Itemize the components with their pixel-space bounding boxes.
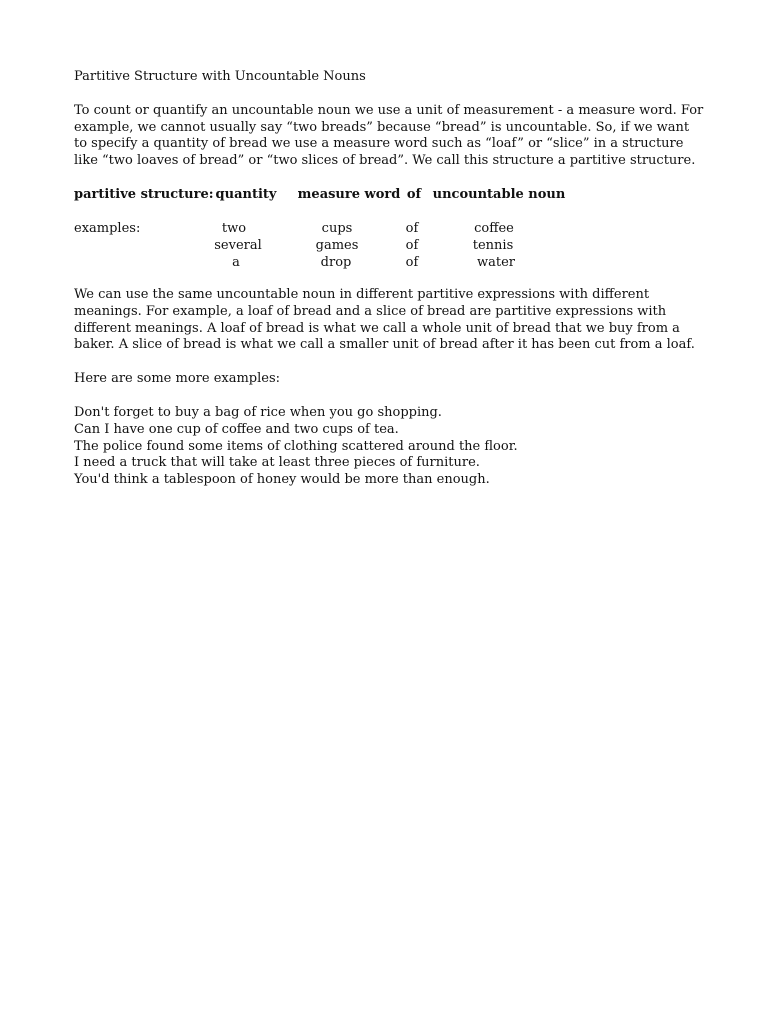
- row-of: of: [405, 237, 419, 253]
- examples-label: examples:: [74, 220, 141, 236]
- structure-label: partitive structure:: [74, 186, 214, 202]
- meanings-paragraph: We can use the same uncountable noun in different partitive expressions with different meanings. For example, a loaf of bread and a slice of bread are partitive expressions with different meanings. A loaf of bread is what we call a whole unit of bread that we buy from a baker. A slice of bread is what we call a smaller unit of bread after it has been cut from a loaf.: [74, 286, 695, 353]
- header-uncountable-noun: uncountable noun: [432, 186, 566, 202]
- list-item: I need a truck that will take at least three pieces of furniture.: [74, 455, 480, 471]
- row-noun: tennis: [472, 237, 514, 253]
- intro-paragraph: To count or quantify an uncountable noun we use a unit of measurement - a measure word. For example, we cannot usually say “two breads” because “bread” is uncountable. So, if we want to specify a quantity of bread we use a measure word such as “loaf” or “slice” in a structure like “two loaves of bread” or “two slices of bread”. We call this structure a partitive structure.: [74, 102, 704, 169]
- header-of: of: [406, 186, 422, 202]
- more-examples-list: [74, 405, 704, 489]
- row-noun: water: [476, 254, 516, 270]
- row-of: of: [405, 220, 419, 236]
- row-measure-word: games: [315, 237, 359, 253]
- list-item: Can I have one cup of coffee and two cups of tea.: [74, 421, 399, 437]
- header-quantity: quantity: [215, 186, 277, 202]
- row-quantity: several: [214, 237, 262, 253]
- row-measure-word: drop: [320, 254, 352, 270]
- partitive-structure-table: [74, 187, 704, 287]
- document-title: Partitive Structure with Uncountable Nouns: [74, 69, 366, 84]
- list-item: Don't forget to buy a bag of rice when you go shopping.: [74, 404, 442, 420]
- row-quantity: two: [221, 220, 247, 236]
- header-measure-word: measure word: [297, 186, 401, 202]
- row-quantity: a: [232, 254, 240, 270]
- document-page: [74, 69, 704, 489]
- more-examples-label: Here are some more examples:: [74, 371, 281, 387]
- row-noun: coffee: [474, 220, 514, 236]
- row-measure-word: cups: [321, 220, 353, 236]
- list-item: The police found some items of clothing scattered around the floor.: [74, 438, 518, 454]
- row-of: of: [405, 254, 419, 270]
- list-item: You'd think a tablespoon of honey would be more than enough.: [74, 472, 490, 488]
